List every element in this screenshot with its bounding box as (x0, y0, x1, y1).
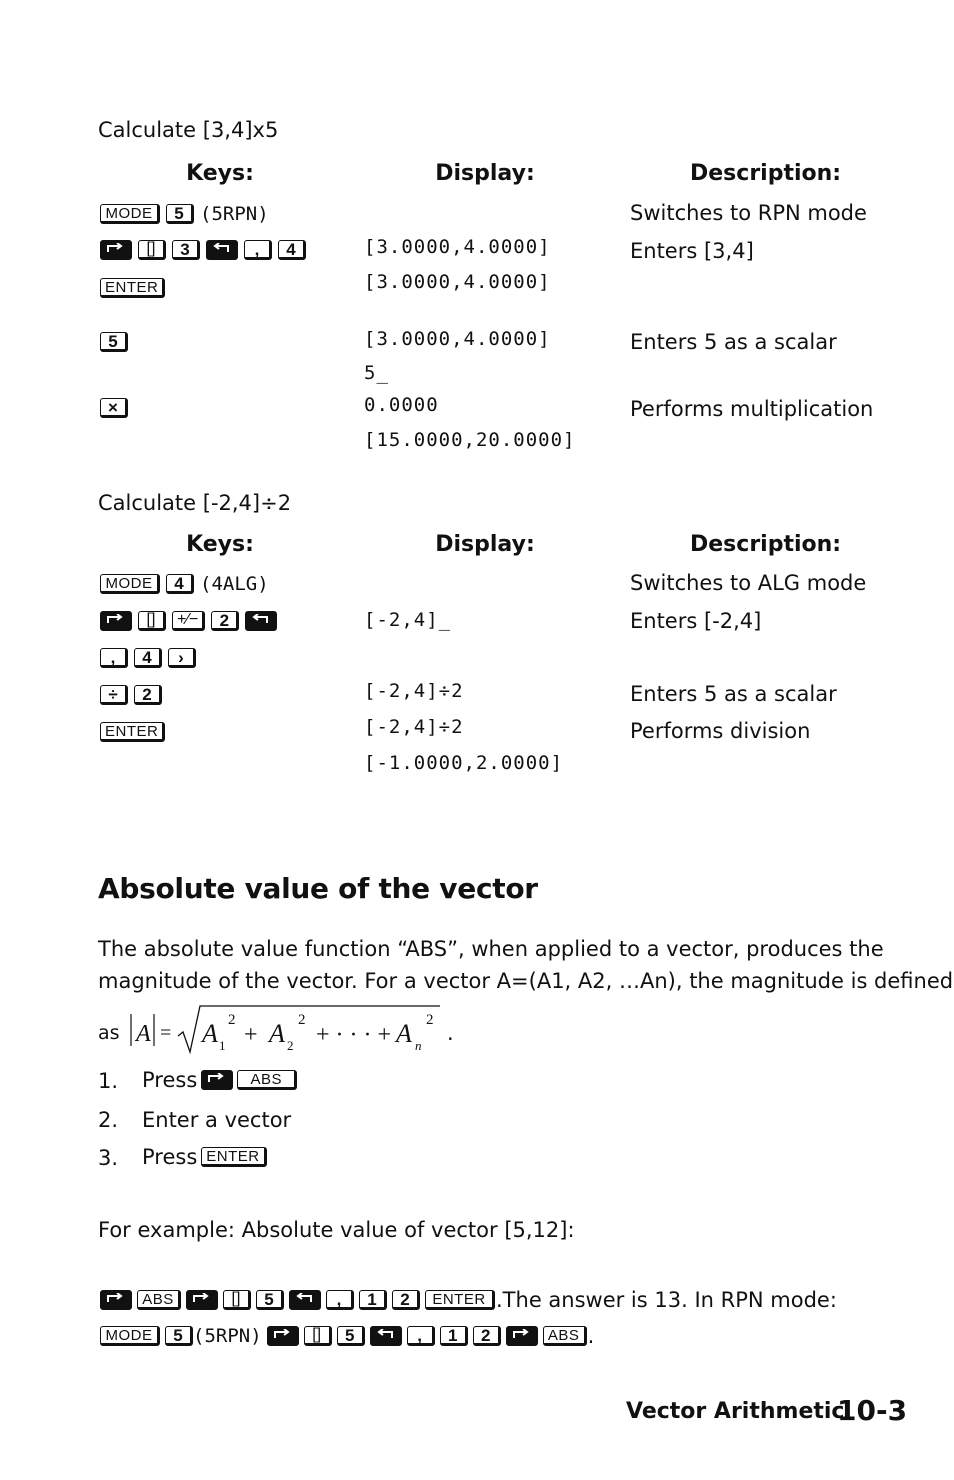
display-line: 0.0000 (364, 394, 439, 416)
formula-end: . (447, 1021, 454, 1045)
left-shift-key[interactable] (245, 611, 277, 631)
step-1 (142, 1068, 297, 1092)
left-shift-key[interactable] (206, 240, 238, 260)
key-5[interactable]: 5 (256, 1290, 284, 1310)
keys-row-enter-2 (100, 722, 165, 742)
svg-text:2: 2 (426, 1012, 434, 1028)
step-text: Press (142, 1145, 198, 1169)
key-2[interactable]: 2 (211, 611, 239, 631)
svg-text:=: = (160, 1022, 172, 1044)
key-5[interactable]: 5 (165, 1326, 193, 1346)
keys-row-enter-vector (100, 240, 306, 260)
comma-key[interactable]: , (244, 240, 272, 260)
description-header: Description: (690, 161, 842, 186)
right-shift-key[interactable] (201, 1070, 233, 1090)
display-line: [15.0000,20.0000] (364, 429, 576, 451)
display-header: Display: (435, 532, 535, 557)
enter-key[interactable]: ENTER (201, 1147, 266, 1167)
svg-text:2: 2 (298, 1012, 306, 1028)
bracket-key[interactable]: [] (304, 1326, 332, 1346)
step-number: 3. (98, 1146, 119, 1170)
abs-key[interactable]: ABS (237, 1070, 297, 1090)
enter-key[interactable]: ENTER (100, 722, 165, 742)
description-header: Description: (690, 532, 842, 557)
keys-header: Keys: (186, 161, 254, 186)
key-2[interactable]: 2 (392, 1290, 420, 1310)
example-keys-alg (100, 1288, 837, 1312)
abs-paragraph-line-2: magnitude of the vector. For a vector A=(A1, A2, …An), the magnitude is defined (98, 969, 954, 993)
desc-division: Performs division (630, 719, 811, 743)
key-5[interactable]: 5 (337, 1326, 365, 1346)
svg-text:2: 2 (228, 1012, 236, 1028)
multiply-key[interactable]: × (100, 398, 128, 418)
display-line: [-1.0000,2.0000] (364, 752, 564, 774)
left-shift-key[interactable] (370, 1326, 402, 1346)
display-line: [3.0000,4.0000] (364, 328, 551, 350)
mode-key[interactable]: MODE (100, 1326, 160, 1346)
key-4[interactable]: 4 (166, 574, 194, 594)
bracket-key[interactable]: [] (138, 611, 166, 631)
enter-key[interactable]: ENTER (100, 278, 165, 298)
left-shift-key[interactable] (289, 1290, 321, 1310)
key-4[interactable]: 4 (134, 648, 162, 668)
key-3[interactable]: 3 (172, 240, 200, 260)
key-2[interactable]: 2 (134, 685, 162, 705)
section-heading: Absolute value of the vector (98, 872, 538, 905)
divide-key[interactable]: ÷ (100, 685, 128, 705)
step-text: Enter a vector (142, 1108, 292, 1132)
example-end: . (587, 1324, 595, 1348)
key-5[interactable]: 5 (100, 332, 128, 352)
keys-row-mode-rpn (100, 203, 269, 225)
keys-header: Keys: (186, 532, 254, 557)
desc-enters-scalar: Enters 5 as a scalar (630, 330, 837, 354)
intro-calc-2: Calculate [-2,4]÷2 (98, 491, 292, 515)
keys-row-divide (100, 685, 162, 705)
example-keys-rpn (100, 1324, 594, 1348)
step-number: 2. (98, 1108, 119, 1132)
svg-text:A: A (269, 1019, 285, 1048)
example-answer-text: .The answer is 13. In RPN mode: (496, 1288, 837, 1312)
desc-enters-scalar-2: Enters 5 as a scalar (630, 682, 837, 706)
abs-paragraph-line-1: The absolute value function “ABS”, when applied to a vector, produces the (98, 937, 884, 961)
step-number: 1. (98, 1069, 119, 1093)
desc-switch-rpn: Switches to RPN mode (630, 201, 867, 225)
svg-text:A: A (396, 1019, 412, 1048)
keys-row-enter (100, 278, 165, 298)
mode-key[interactable]: MODE (100, 574, 160, 594)
display-line: [-2,4]_ (364, 609, 452, 631)
right-shift-key[interactable] (267, 1326, 299, 1346)
desc-enters-neg-vector: Enters [-2,4] (630, 609, 762, 633)
desc-switch-alg: Switches to ALG mode (630, 571, 867, 595)
key-5[interactable]: 5 (166, 204, 194, 224)
right-shift-key[interactable] (186, 1290, 218, 1310)
step-text: Press (142, 1068, 198, 1092)
as-label: as (98, 1022, 120, 1044)
display-line: [-2,4]÷2 (364, 680, 464, 702)
page-number: 10-3 (837, 1394, 908, 1427)
display-line: [3.0000,4.0000] (364, 271, 551, 293)
right-arrow-key[interactable]: › (168, 648, 196, 668)
keys-row-5 (100, 332, 128, 352)
footer-section-title: Vector Arithmetic (626, 1399, 845, 1424)
svg-text:+ · · · +: + · · · + (316, 1022, 392, 1048)
mode-key[interactable]: MODE (100, 204, 160, 224)
key-1[interactable]: 1 (359, 1290, 387, 1310)
plus-minus-key[interactable]: +∕− (172, 611, 205, 631)
key-1[interactable]: 1 (440, 1326, 468, 1346)
key-2[interactable]: 2 (473, 1326, 501, 1346)
bracket-key[interactable]: [] (223, 1290, 251, 1310)
intro-calc-1: Calculate [3,4]x5 (98, 118, 279, 142)
svg-text:n: n (415, 1038, 422, 1053)
bracket-key[interactable]: [] (138, 240, 166, 260)
keys-row-mode-alg (100, 573, 269, 595)
step-3 (142, 1145, 267, 1169)
keys-row-comma-4 (100, 648, 196, 668)
comma-key[interactable]: , (407, 1326, 435, 1346)
comma-key[interactable]: , (326, 1290, 354, 1310)
svg-text:+: + (244, 1022, 258, 1048)
svg-text:2: 2 (287, 1038, 294, 1053)
desc-multiplication: Performs multiplication (630, 397, 874, 421)
abs-key[interactable]: ABS (137, 1290, 181, 1310)
svg-text:A: A (136, 1021, 151, 1047)
example-intro: For example: Absolute value of vector [5,12]: (98, 1218, 575, 1242)
keys-row-enter-neg-vector (100, 611, 277, 631)
right-shift-key[interactable] (100, 611, 132, 631)
svg-text:A: A (202, 1019, 218, 1048)
keys-row-multiply (100, 398, 128, 418)
display-line: 5_ (364, 362, 389, 384)
key-4[interactable]: 4 (278, 240, 306, 260)
mode-option-label: (5RPN) (200, 203, 269, 225)
mode-option-label: (5RPN) (193, 1325, 262, 1347)
svg-text:1: 1 (219, 1038, 226, 1053)
right-shift-key[interactable] (100, 1290, 132, 1310)
mode-option-label: (4ALG) (200, 573, 269, 595)
right-shift-key[interactable] (506, 1326, 538, 1346)
magnitude-formula (126, 1000, 466, 1060)
abs-key[interactable]: ABS (543, 1326, 587, 1346)
enter-key[interactable]: ENTER (425, 1290, 495, 1310)
comma-key[interactable]: , (100, 648, 128, 668)
desc-enters-vector: Enters [3,4] (630, 239, 754, 263)
display-line: [-2,4]÷2 (364, 716, 464, 738)
display-line: [3.0000,4.0000] (364, 236, 551, 258)
right-shift-key[interactable] (100, 240, 132, 260)
display-header: Display: (435, 161, 535, 186)
